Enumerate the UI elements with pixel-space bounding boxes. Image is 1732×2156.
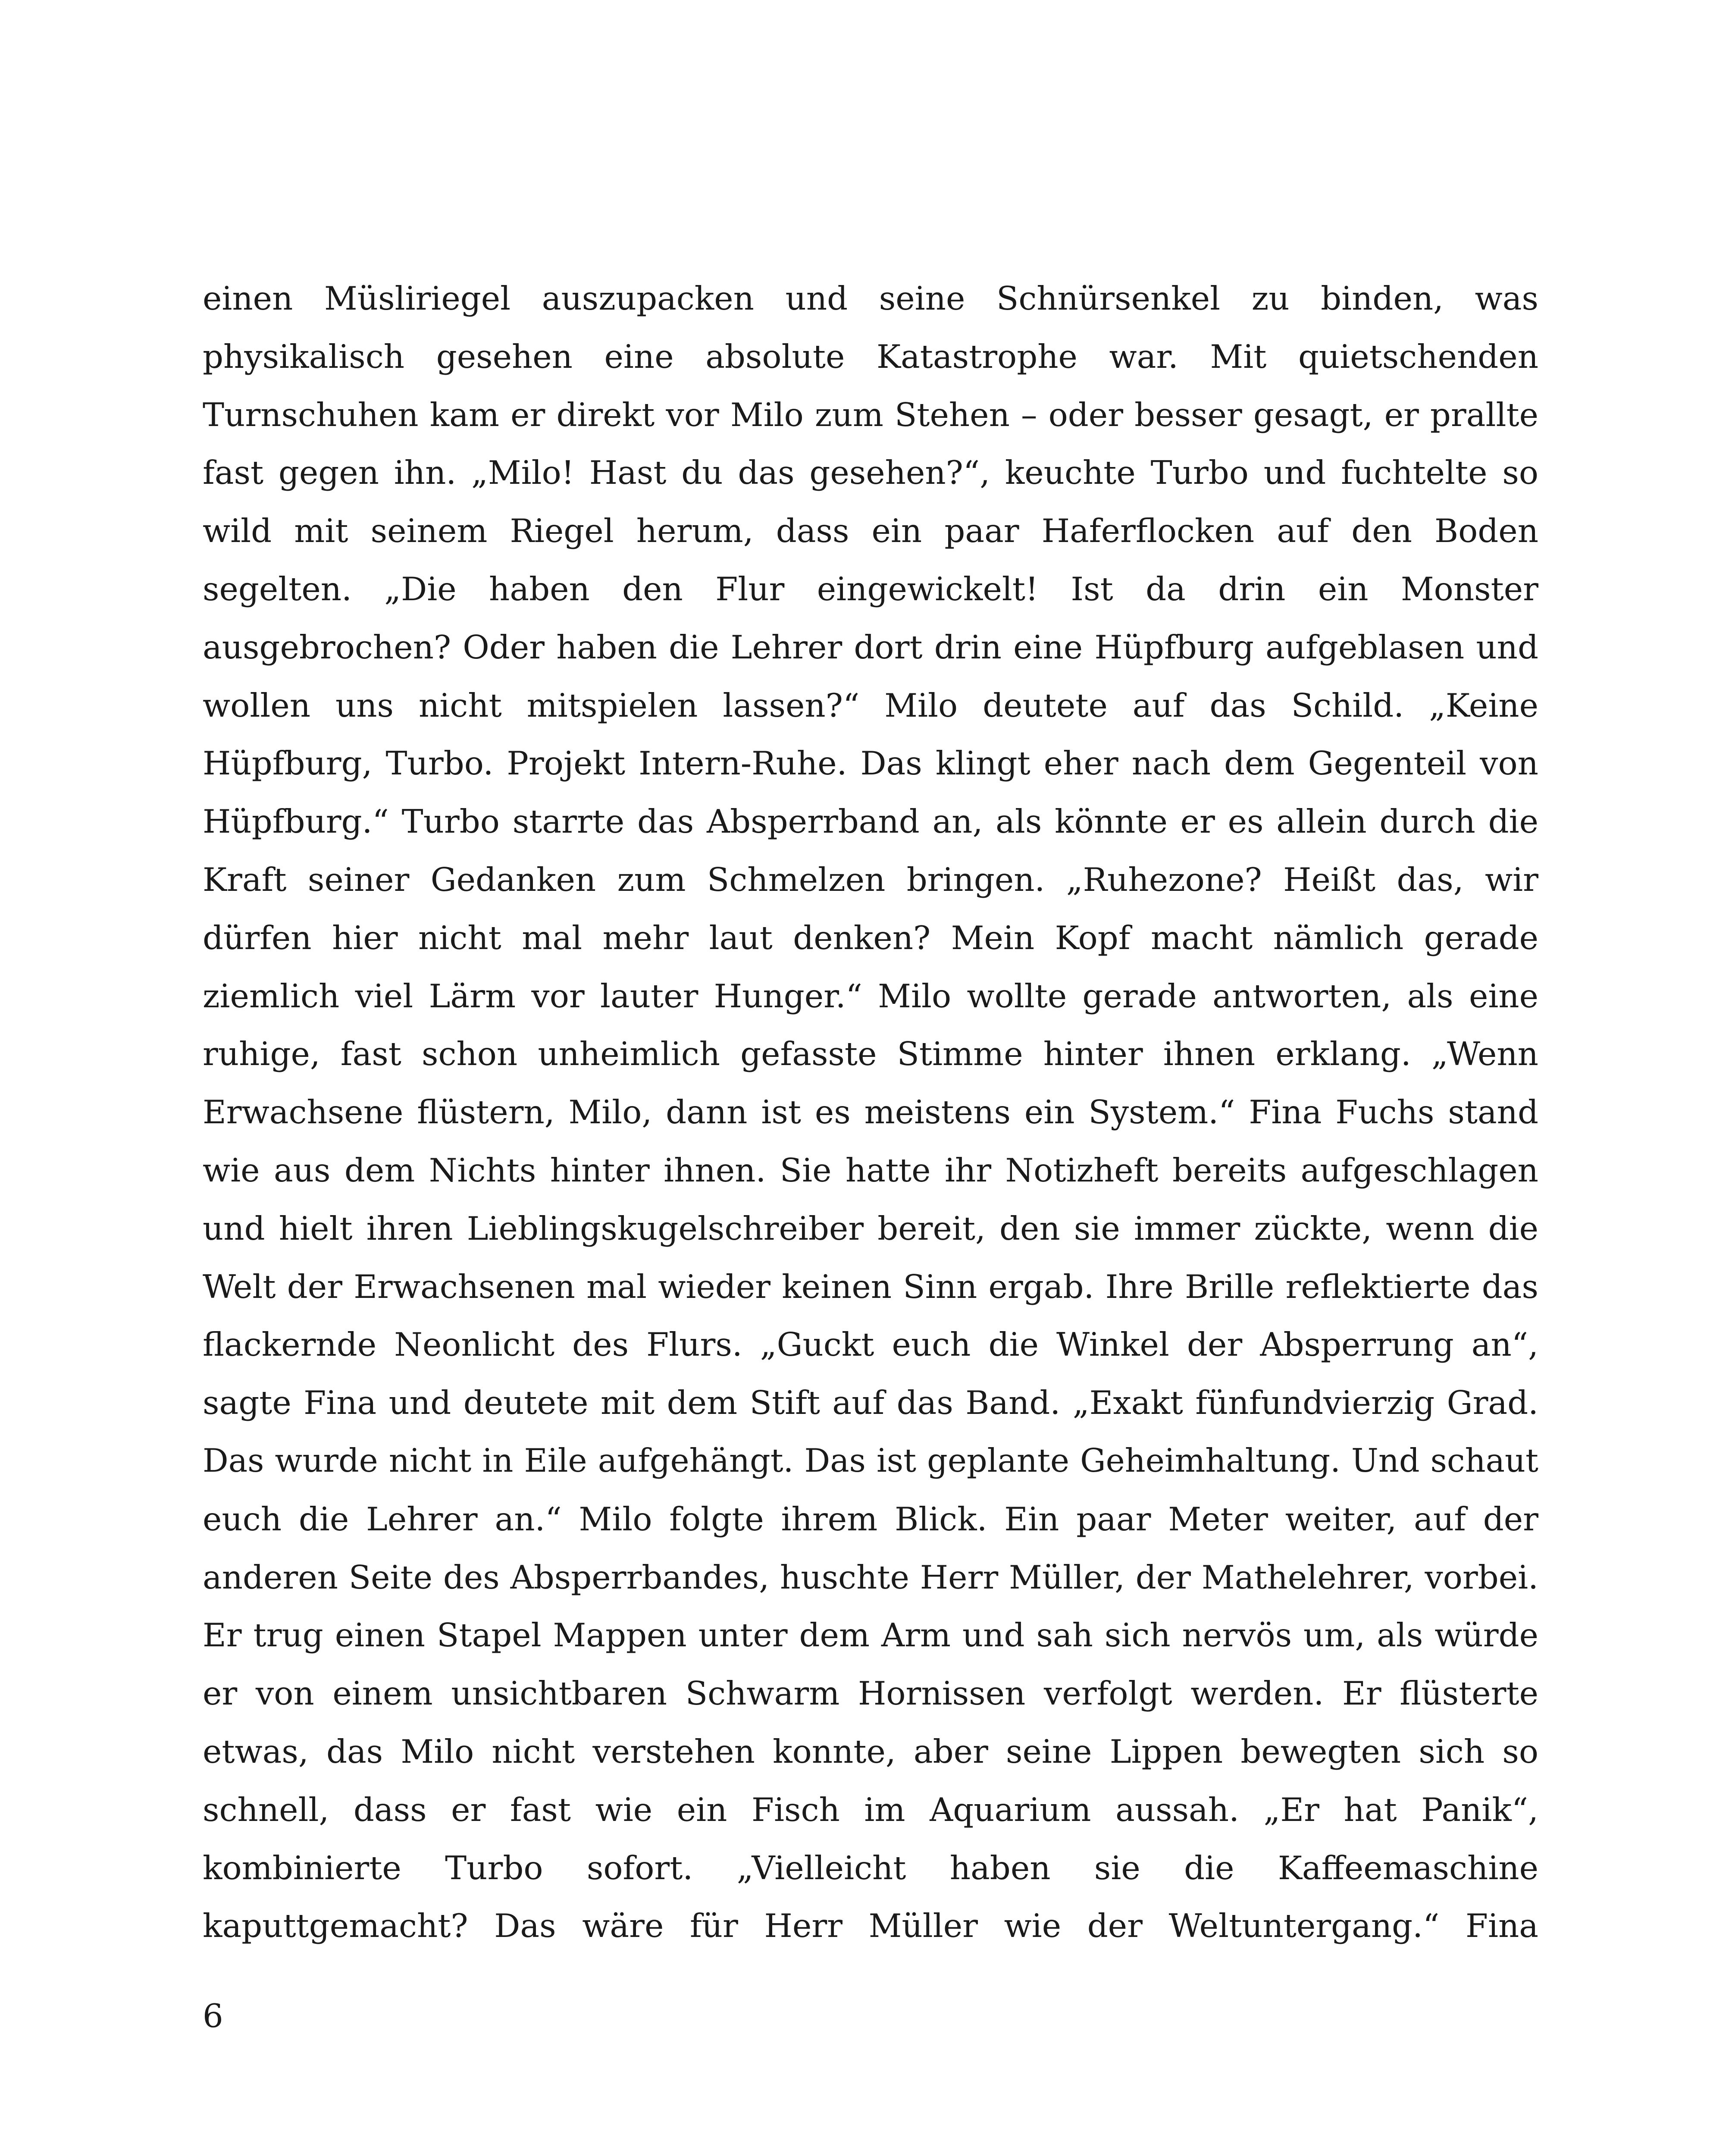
text-line: und hielt ihren Lieblingskugelschreiber bereit, den sie immer zückte, wenn die <box>203 1209 1538 1247</box>
text-line: schnell, dass er fast wie ein Fisch im Aquarium aussah. „Er hat Panik“, <box>203 1790 1538 1829</box>
text-line: Erwachsene flüstern, Milo, dann ist es meistens ein System.“ Fina Fuchs stand <box>203 1093 1538 1131</box>
text-line: flackernde Neonlicht des Flurs. „Guckt euch die Winkel der Absperrung an“, <box>203 1326 1538 1364</box>
text-line: Das wurde nicht in Eile aufgehängt. Das ist geplante Geheimhaltung. Und schaut <box>203 1442 1538 1479</box>
text-line: dürfen hier nicht mal mehr laut denken? Mein Kopf macht nämlich gerade <box>203 918 1538 957</box>
text-line: ziemlich viel Lärm vor lauter Hunger.“ Milo wollte gerade antworten, als eine <box>203 977 1538 1015</box>
text-line: ausgebrochen? Oder haben die Lehrer dort drin eine Hüpfburg aufgeblasen und <box>203 628 1538 666</box>
text-line: kombinierte Turbo sofort. „Vielleicht haben sie die Kaffeemaschine <box>203 1849 1538 1887</box>
text-line: einen Müsliriegel auszupacken und seine Schnürsenkel zu binden, was <box>203 279 1538 317</box>
text-line: wollen uns nicht mitspielen lassen?“ Milo deutete auf das Schild. „Keine <box>203 686 1538 724</box>
text-line: euch die Lehrer an.“ Milo folgte ihrem Blick. Ein paar Meter weiter, auf der <box>203 1500 1538 1538</box>
text-line: sagte Fina und deutete mit dem Stift auf das Band. „Exakt fünfundvierzig Grad. <box>203 1384 1538 1422</box>
page-number: 6 <box>203 1997 223 2035</box>
body-text <box>203 270 1538 1955</box>
text-line: Turnschuhen kam er direkt vor Milo zum Stehen – oder besser gesagt, er prallte <box>203 395 1538 434</box>
text-line: wild mit seinem Riegel herum, dass ein paar Haferflocken auf den Boden <box>203 512 1538 550</box>
text-line: wie aus dem Nichts hinter ihnen. Sie hatte ihr Notizheft bereits aufgeschlagen <box>203 1151 1538 1189</box>
text-line: Welt der Erwachsenen mal wieder keinen Sinn ergab. Ihre Brille reflektierte das <box>203 1267 1538 1306</box>
text-line: physikalisch gesehen eine absolute Katastrophe war. Mit quietschenden <box>203 337 1538 376</box>
text-line: kaputtgemacht? Das wäre für Herr Müller wie der Weltuntergang.“ Fina <box>203 1907 1538 1945</box>
text-line: Hüpfburg.“ Turbo starrte das Absperrband an, als könnte er es allein durch die <box>203 802 1538 841</box>
text-line: segelten. „Die haben den Flur eingewickelt! Ist da drin ein Monster <box>203 570 1538 608</box>
text-line: etwas, das Milo nicht verstehen konnte, aber seine Lippen bewegten sich so <box>203 1732 1538 1771</box>
text-line: ruhige, fast schon unheimlich gefasste Stimme hinter ihnen erklang. „Wenn <box>203 1035 1538 1073</box>
text-line: Er trug einen Stapel Mappen unter dem Arm und sah sich nervös um, als würde <box>203 1616 1538 1655</box>
text-line: fast gegen ihn. „Milo! Hast du das gesehen?“, keuchte Turbo und fuchtelte so <box>203 454 1538 492</box>
text-line: anderen Seite des Absperrbandes, huschte Herr Müller, der Mathelehrer, vorbei. <box>203 1558 1538 1596</box>
text-line: Hüpfburg, Turbo. Projekt Intern-Ruhe. Das klingt eher nach dem Gegenteil von <box>203 744 1538 783</box>
text-line: Kraft seiner Gedanken zum Schmelzen bringen. „Ruhezone? Heißt das, wir <box>203 860 1538 899</box>
text-line: er von einem unsichtbaren Schwarm Hornissen verfolgt werden. Er flüsterte <box>203 1674 1538 1713</box>
